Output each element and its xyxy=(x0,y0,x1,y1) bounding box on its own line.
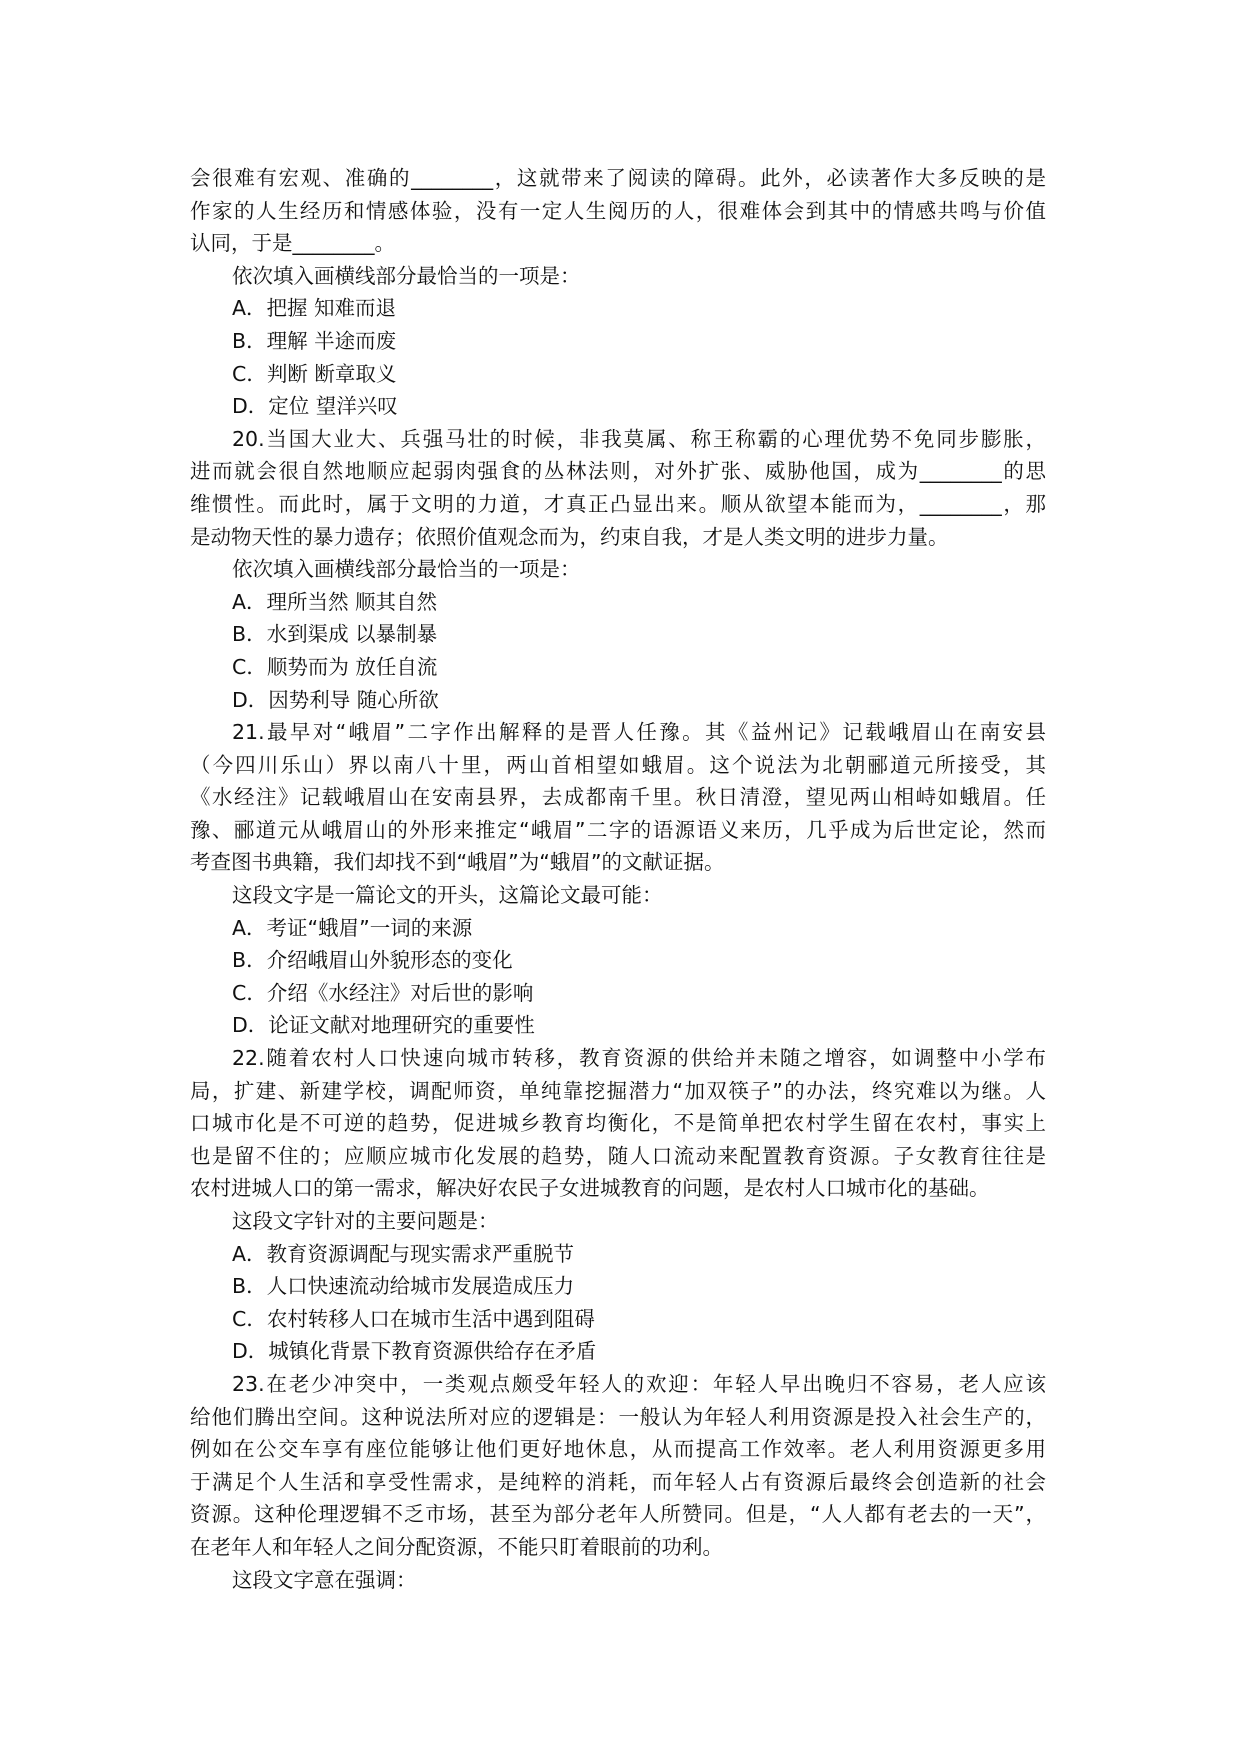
text-line: C．农村转移人口在城市生活中遇到阻碍 xyxy=(232,1306,595,1331)
text-line: 作家的人生经历和情感体验，没有一定人生阅历的人，很难体会到其中的情感共鸣与价值 xyxy=(190,198,1046,223)
text-line: 这段文字是一篇论文的开头，这篇论文最可能： xyxy=(232,883,663,908)
text-line: 23.在老少冲突中，一类观点颇受年轻人的欢迎：年轻人早出晚归不容易，老人应该 xyxy=(232,1371,1046,1396)
text-line: 例如在公交车享有座位能够让他们更好地休息，从而提高工作效率。老人利用资源更多用 xyxy=(190,1437,1046,1462)
text-line: A．教育资源调配与现实需求严重脱节 xyxy=(232,1241,575,1266)
text-line: 在老年人和年轻人之间分配资源，不能只盯着眼前的功利。 xyxy=(190,1534,723,1559)
text-line: 依次填入画横线部分最恰当的一项是： xyxy=(232,263,581,288)
text-line: 考查图书典籍，我们却找不到“峨眉”为“蛾眉”的文献证据。 xyxy=(190,850,725,875)
text-line: 认同，于是________。 xyxy=(190,231,395,256)
text-line: 《水经注》记载峨眉山在安南县界，去成都南千里。秋日清澄，望见两山相峙如蛾眉。任 xyxy=(190,785,1046,810)
text-line: 22.随着农村人口快速向城市转移，教育资源的供给并未随之增容，如调整中小学布 xyxy=(232,1046,1046,1071)
text-line: 也是留不住的；应顺应城市化发展的趋势，随人口流动来配置教育资源。子女教育往往是 xyxy=(190,1143,1046,1168)
text-line: B．介绍峨眉山外貌形态的变化 xyxy=(232,948,513,973)
text-line: 于满足个人生活和享受性需求，是纯粹的消耗，而年轻人占有资源后最终会创造新的社会 xyxy=(190,1469,1046,1494)
text-line: 给他们腾出空间。这种说法所对应的逻辑是：一般认为年轻人利用资源是投入社会生产的， xyxy=(190,1404,1046,1429)
text-line: 20.当国大业大、兵强马壮的时候，非我莫属、称王称霸的心理优势不免同步膨胀， xyxy=(232,426,1046,451)
text-line: D．因势利导 随心所欲 xyxy=(232,687,439,712)
text-line: D．论证文献对地理研究的重要性 xyxy=(232,1013,535,1038)
text-line: 依次填入画横线部分最恰当的一项是： xyxy=(232,557,581,582)
text-line: B．理解 半途而废 xyxy=(232,328,397,353)
text-line: C．介绍《水经注》对后世的影响 xyxy=(232,980,534,1005)
text-line: 会很难有宏观、准确的________，这就带来了阅读的障碍。此外，必读著作大多反映的是 xyxy=(190,166,1046,190)
text-line: A．理所当然 顺其自然 xyxy=(232,589,438,614)
text-line: 局，扩建、新建学校，调配师资，单纯靠挖掘潜力“加双筷子”的办法，终究难以为继。人 xyxy=(190,1078,1046,1103)
text-line: 进而就会很自然地顺应起弱肉强食的丛林法则，对外扩张、威胁他国，成为________的思 xyxy=(190,459,1046,484)
text-line: A．考证“蛾眉”一词的来源 xyxy=(232,915,473,940)
text-line: 21.最早对“峨眉”二字作出解释的是晋人任豫。其《益州记》记载峨眉山在南安县 xyxy=(232,720,1046,745)
text-line: B．水到渠成 以暴制暴 xyxy=(232,622,438,647)
text-line: C．顺势而为 放任自流 xyxy=(232,654,438,679)
text-line: 资源。这种伦理逻辑不乏市场，甚至为部分老年人所赞同。但是，“人人都有老去的一天”， xyxy=(190,1502,1046,1527)
text-line: 口城市化是不可逆的趋势，促进城乡教育均衡化，不是简单把农村学生留在农村，事实上 xyxy=(190,1111,1046,1136)
text-line: 豫、郦道元从峨眉山的外形来推定“峨眉”二字的语源语义来历，几乎成为后世定论，然而 xyxy=(190,817,1046,842)
text-line: （今四川乐山）界以南八十里，两山首相望如蛾眉。这个说法为北朝郦道元所接受，其 xyxy=(190,752,1046,777)
text-line: C．判断 断章取义 xyxy=(232,361,397,386)
text-line: D．定位 望洋兴叹 xyxy=(232,394,398,419)
text-line: A．把握 知难而退 xyxy=(232,296,397,321)
document-page xyxy=(190,162,1046,1596)
text-line: 是动物天性的暴力遗存；依照价值观念而为，约束自我，才是人类文明的进步力量。 xyxy=(190,524,949,549)
text-line: 农村进城人口的第一需求，解决好农民子女进城教育的问题，是农村人口城市化的基础。 xyxy=(190,1176,990,1201)
text-line: 这段文字针对的主要问题是： xyxy=(232,1209,499,1233)
text-line: 这段文字意在强调： xyxy=(232,1567,417,1592)
text-line: 维惯性。而此时，属于文明的力道，才真正凸显出来。顺从欲望本能而为，________，那 xyxy=(190,491,1046,516)
text-line: D．城镇化背景下教育资源供给存在矛盾 xyxy=(232,1339,597,1364)
text-line: B．人口快速流动给城市发展造成压力 xyxy=(232,1274,575,1299)
